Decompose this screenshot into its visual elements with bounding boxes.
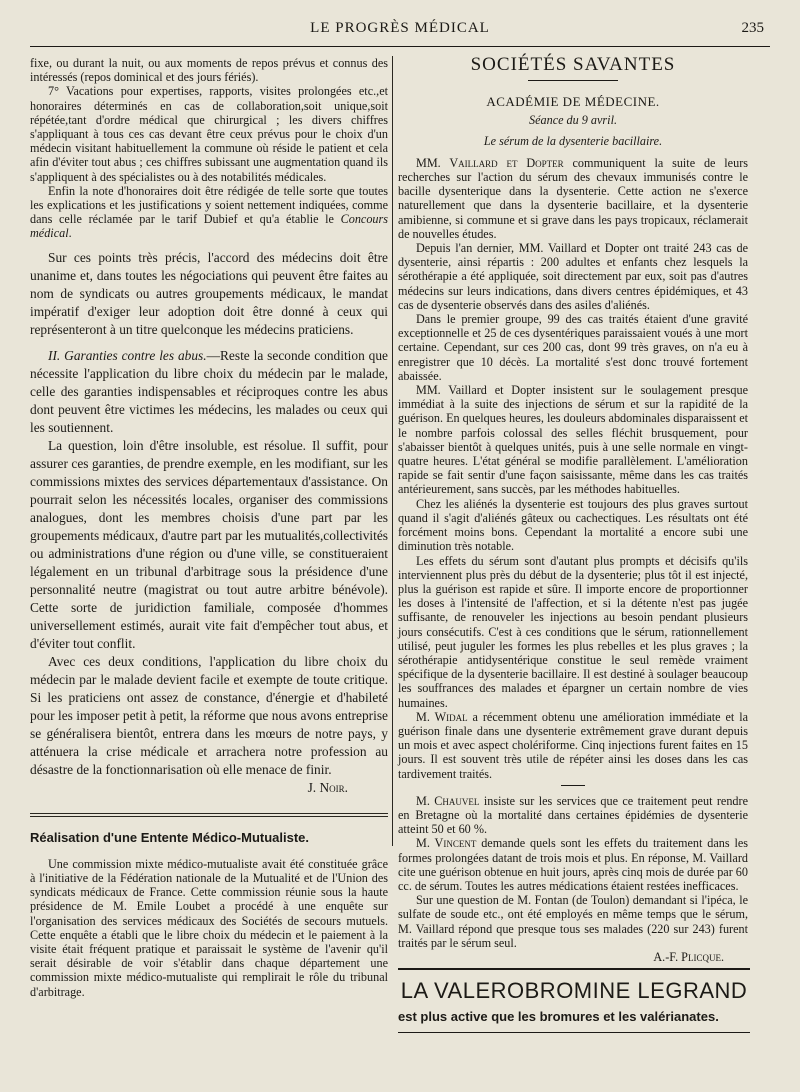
header-rule bbox=[30, 46, 770, 47]
right-column bbox=[398, 56, 748, 964]
article-heading: Réalisation d'une Entente Médico-Mutualiste. bbox=[30, 829, 310, 845]
left-column bbox=[30, 56, 388, 999]
author-signature: J. Noir. bbox=[307, 779, 348, 795]
paragraph: Depuis l'an dernier, MM. Vaillard et Dopter ont traité 243 cas de dysenterie, ainsi répartis : 200 adultes et enfants chez lesquels la sérothérapie a été appliquée, soit directement par eux, soit pas d'autres médecins sur leurs indications, dans divers centres épidémiques, et 43 cas de dysenterie observés dans des asiles d'aliénés. bbox=[398, 241, 748, 312]
ad-rule bbox=[398, 1032, 750, 1033]
section-title: SOCIÉTÉS SAVANTES bbox=[470, 54, 676, 75]
paragraph: M. Chauvel insiste sur les services que ce traitement peut rendre en Bretagne où la mortalité dans certaines épidémies de dysenterie atteint 50 et 60 %. bbox=[398, 793, 748, 837]
paragraph: Avec ces deux conditions, l'application du libre choix du médecin par le malade devient facile et exempte de toute critique. Si les praticiens ont assez de constance, d'énergie et d'habileté pour les imposer petit à petit, la réforme que nous avons entreprise se généralisera bientôt, entrera dans les mœurs de notre pays, y atténuera la crise médicale et arrachera notre profession au désastre de la fonctionnarisation où elle menace de finir. bbox=[30, 653, 388, 777]
paragraph: II. Garanties contre les abus.—Reste la seconde condition que nécessite l'application du libre choix du médecin par le malade, celle des garanties indispensables et réciproques contre les abus dont peuvent être victimes les médecins, les malades ou ceux qui les soutiennent. bbox=[30, 347, 388, 435]
advertisement bbox=[398, 968, 750, 1033]
paragraph: Sur ces points très précis, l'accord des médecins doit être unanime et, dans toutes les négociations qui peuvent être faites au nom de syndicats ou autres groupements médicaux, le mandat impératif d'exiger leur adoption doit être donné à ceux qui représenteront à un titre quelconque les médecins praticiens. bbox=[30, 249, 388, 337]
paragraph: MM. Vaillard et Dopter communiquent la suite de leurs recherches sur l'action du sérum des chevaux immunisés contre le bacille dysenterique dans la dysenterie. Cette action ne s'exerce naturellement que dans la dysenterie bacillaire, et la dysenterie amibienne, si commune et si grave dans les pays tropicaux, réclamerait de nouvelles études. bbox=[398, 155, 748, 241]
journal-reference: Concours médical bbox=[30, 212, 388, 241]
paragraph: La question, loin d'être insoluble, est résolue. Il suffit, pour assurer ces garanties, de prendre exemple, en les modifiant, sur les commissions mixtes des services départementaux d'assistance. On pourrait selon les nécessités locales, organiser des commissions analogues, dont les membres choisis d'une part par les groupements médicaux, d'autre part par les mutualités,collectivités ou administrations d'une région ou d'une ville, se constitueraient légalement en un tribunal d'arbitrage sous la présidence d'une personnalité neutre (magistrat ou tout autre arbitre bénévole). Cette sorte de juridiction familiale, composée d'hommes universellement estimés, aurait vite fait d'empêcher tout abus, et d'éviter tout conflit. bbox=[30, 437, 388, 651]
column-divider bbox=[392, 56, 393, 846]
paragraph: MM. Vaillard et Dopter insistent sur le soulagement presque immédiat à la suite des injections de sérum et sur la rapidité de la guérison. En quelques heures, les douleurs abdominales disparaissent et le nombre parfois colossal des selles fléchit brusquement, pour s'abaisser bientôt à quelques unités, puis à une selle normale en vingt-quatre heures. L'état général se modifie parallèlement. L'amélioration rapide se fait sentir d'une façon saisissante, même dans les cas traités antérieurement, sans succès, par les méthodes habituelles. bbox=[398, 383, 748, 497]
section-label: II. Garanties contre les abus. bbox=[48, 347, 207, 363]
academy-heading: ACADÉMIE DE MÉDECINE. bbox=[486, 94, 660, 110]
paragraph: Dans le premier groupe, 99 des cas traités étaient d'une gravité exceptionnelle et 25 de ces dysentériques paraissaient voués à une mort certaine. Cependant, sur ces 200 cas, dont 99 très graves, on n'a eu à enregistrer que 10 décès. La mortalité s'est donc trouvé fortement abaissée. bbox=[398, 312, 748, 383]
ad-headline: LA VALEROBROMINE LEGRAND bbox=[400, 978, 748, 1003]
paragraph: fixe, ou durant la nuit, ou aux moments de repos prévus et connus des intéressés (repos dominical et des jours fériés). bbox=[30, 56, 388, 85]
ad-text: est plus active que les bromures et les valérianates. bbox=[398, 1009, 719, 1024]
paragraph: Sur une question de M. Fontan (de Toulon) demandant si l'ipéca, le sulfate de soude etc., ont été employés en même temps que le sérum, M. Vaillard répond que presque tous ses malades (220 sur 243) furent traités par le sérum seul. bbox=[398, 893, 748, 950]
title-rule bbox=[528, 80, 618, 81]
session-date: Séance du 9 avril. bbox=[529, 113, 617, 128]
paragraph: M. Widal a récemment obtenu une amélioration immédiate et la guérison finale dans une dysenterie extrêmement grave durant depuis un mois et avec aspect cholériforme. Cinq injections furent faites en 15 jours. Il est souvent très utile de répéter ainsi les doses dans les cas tardivement traités. bbox=[398, 709, 748, 781]
section-divider bbox=[30, 813, 388, 817]
paragraph: 7° Vacations pour expertises, rapports, visites prolongées etc.,et honoraires déterminés en cas de collaboration,soit unique,soit répétée,tant d'ordre médical que chirurgical ; les divers chiffres s'appliquant à tous ces cas devant être ceux prévus pour le choix d'un médecin visitant habituellement la commune où réside le patient et cela afin d'éviter tout abus ; ces chiffres subissant une augmentation quand ils s'appliquent à des spécialistes ou à des notabilités médicales. bbox=[30, 84, 388, 184]
paragraph: Les effets du sérum sont d'autant plus prompts et décisifs qu'ils interviennent plus près du début de la dysenterie; plus tôt il est injecté, plus la guérison est rapide et sûre. Il importe encore de proportionner les doses à l'intensité de l'affection, et si la détente n'est pas jugée suffisante, de renouveler les injections au besoin pendant plusieurs jours consécutifs. C'est à ces conditions que le sérum, rationnellement utilisé, peut juguler les formes les plus rebelles et les plus graves ; la sérothérapie antidysentérique constitue le seul remède vraiment spécifique de la dysenterie bacillaire. Il est destiné à soulager beaucoup les souffrances des malades et épargner un certain nombre de vies humaines. bbox=[398, 553, 748, 710]
page-header bbox=[30, 20, 770, 44]
article-title: Le sérum de la dysenterie bacillaire. bbox=[483, 133, 663, 148]
paragraph: Enfin la note d'honoraires doit être rédigée de telle sorte que toutes les explications et les justifications y soient nettement indiquées, comme dans celle réclamée par le tarif Dubief et qu'a établie le Concours médical. bbox=[30, 183, 388, 241]
author-signature: A.-F. Plicque. bbox=[653, 949, 724, 964]
separator bbox=[561, 785, 585, 786]
page-number: 235 bbox=[741, 20, 764, 36]
paragraph: Une commission mixte médico-mutualiste avait été constituée grâce à l'initiative de la Fédération nationale de la Mutualité et de l'Union des syndicats médicaux de France. Cette commission réunie sous la haute présidence de M. Emile Loubet a procédé à une enquête sur l'organisation des services médicaux des Sociétés de secours mutuels. Cette enquête a établi que le libre choix du médecin et le paiement à la visite était fréquent pratique et paraissait le système de l'avenir qu'il serait désirable de voir s'établir dans chaque département une commission mixte médico-mutualiste qui remplirait le rôle du tribunal d'arbitrage. bbox=[30, 856, 388, 999]
paragraph: M. Vincent demande quels sont les effets du traitement dans les formes prolongées datant de trois mois et plus. En réponse, M. Vaillard cite une guérison obtenue en huit jours, après cinq mois de durée par 60 cc. de sérum. Toutes les autres médications étaient restées inefficaces. bbox=[398, 836, 748, 893]
paragraph: Chez les aliénés la dysenterie est toujours des plus graves surtout quand il s'agit d'aliénés gâteux ou cachectiques. Les résultats ont été forcément moins bons. Cependant la mortalité a encore subi une diminution très notable. bbox=[398, 496, 748, 554]
journal-title: LE PROGRÈS MÉDICAL bbox=[310, 20, 490, 36]
